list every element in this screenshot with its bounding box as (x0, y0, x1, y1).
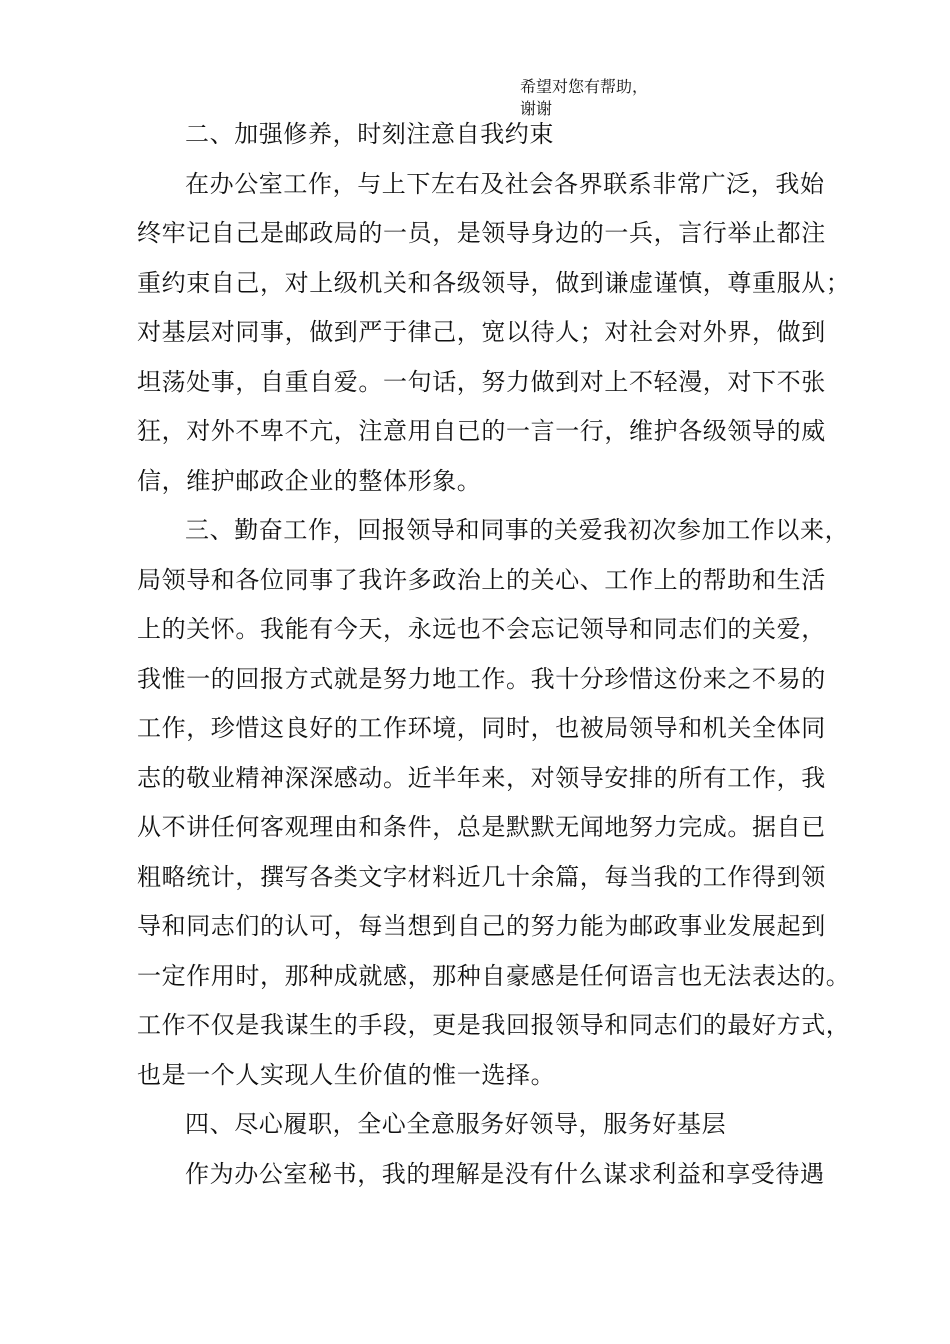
section-2-heading: 二、加强修养，时刻注意自我约束 (185, 120, 554, 148)
paragraph-line: 终牢记自己是邮政局的一员，是领导身边的一兵，言行举止都注 (137, 219, 826, 247)
paragraph-line: 志的敬业精神深深感动。近半年来，对领导安排的所有工作，我 (137, 763, 826, 792)
paragraph-line: 坦荡处事，自重自爱。一句话，努力做到对上不轻漫，对下不张 (137, 367, 826, 396)
paragraph-line: 上的关怀。我能有今天，永远也不会忘记领导和同志们的关爱， (137, 615, 826, 643)
paragraph-line: 在办公室工作，与上下左右及社会各界联系非常广泛，我始 (185, 169, 825, 198)
paragraph-line: 粗略统计，撰写各类文字材料近几十余篇，每当我的工作得到领 (137, 862, 826, 891)
paragraph-line: 狂，对外不卑不亢，注意用自已的一言一行，维护各级领导的威 (137, 417, 826, 445)
paragraph-line: 导和同志们的认可，每当想到自己的努力能为邮政事业发展起到 (137, 912, 826, 940)
paragraph-line: 一定作用时，那种成就感，那种自豪感是任何语言也无法表达的。 (137, 961, 851, 990)
section-4-heading: 四、尽心履职，全心全意服务好领导，服务好基层 (185, 1110, 727, 1138)
paragraph-line: 也是一个人实现人生价值的惟一选择。 (137, 1060, 556, 1089)
header-note-line-2: 谢谢 (520, 99, 553, 118)
paragraph-line: 对基层对同事，做到严于律己，宽以待人；对社会对外界，做到 (137, 318, 826, 346)
paragraph-line: 信，维护邮政企业的整体形象。 (137, 466, 482, 495)
section-3-paragraph (137, 506, 851, 1100)
section-2-paragraph (137, 160, 851, 507)
paragraph-line: 局领导和各位同事了我许多政治上的关心、工作上的帮助和生活 (137, 565, 826, 594)
paragraph-line: 工作不仅是我谋生的手段，更是我回报领导和同志们的最好方式， (137, 1011, 851, 1039)
paragraph-line: 作为办公室秘书，我的理解是没有什么谋求利益和享受待遇 (185, 1159, 825, 1188)
paragraph-line: 三、勤奋工作，回报领导和同事的关爱我初次参加工作以来， (185, 516, 850, 544)
paragraph-line: 重约束自己，对上级机关和各级领导，做到谦虚谨慎，尊重服从； (137, 268, 851, 297)
paragraph-line: 工作，珍惜这良好的工作环境，同时，也被局领导和机关全体同 (137, 714, 826, 742)
section-4-paragraph (137, 1150, 837, 1200)
header-note-line-1: 希望对您有帮助， (520, 77, 649, 96)
document-body (137, 110, 851, 1199)
paragraph-line: 从不讲任何客观理由和条件，总是默默无闻地努力完成。据自已 (137, 813, 826, 841)
paragraph-line: 我惟一的回报方式就是努力地工作。我十分珍惜这份来之不易的 (137, 664, 826, 693)
